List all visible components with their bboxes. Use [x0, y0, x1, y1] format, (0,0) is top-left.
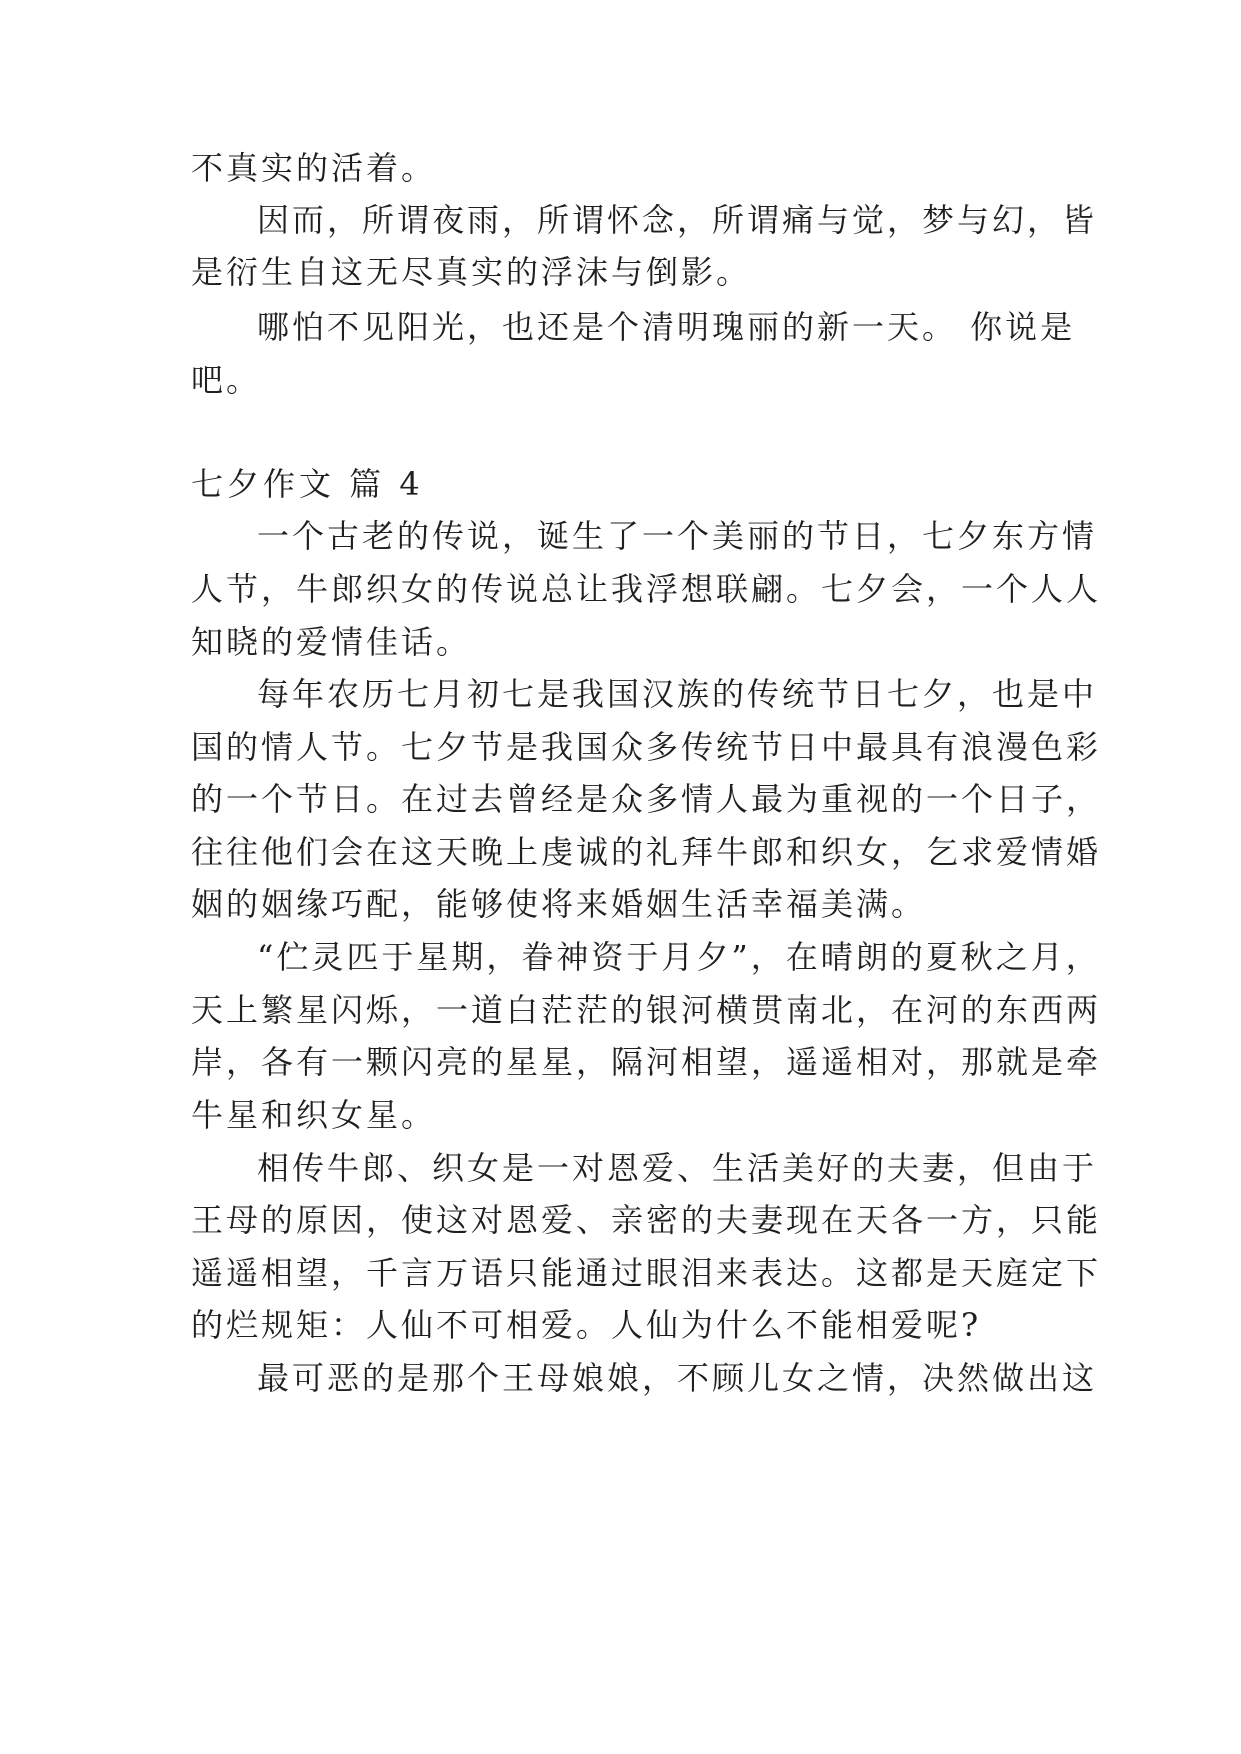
text-line: 每年农历七月初七是我国汉族的传统节日七夕，也是中 [257, 675, 1098, 713]
text-line: 人节，牛郎织女的传说总让我浮想联翩。七夕会，一个人人 [191, 570, 1102, 608]
text-line: 哪怕不见阳光，也还是个清明瑰丽的新一天。 你说是 [257, 308, 1076, 346]
text-line: 遥遥相望，千言万语只能通过眼泪来表达。这都是天庭定下 [191, 1254, 1102, 1292]
text-line: 因而，所谓夜雨，所谓怀念，所谓痛与觉，梦与幻，皆 [257, 201, 1098, 239]
text-line: 牛星和织女星。 [191, 1096, 437, 1134]
section-heading: 七夕作文 篇 4 [191, 465, 424, 503]
text-line: 王母的原因，使这对恩爱、亲密的夫妻现在天各一方，只能 [191, 1201, 1102, 1239]
text-line: 天上繁星闪烁，一道白茫茫的银河横贯南北，在河的东西两 [191, 991, 1102, 1029]
text-line: 岸，各有一颗闪亮的星星，隔河相望，遥遥相对，那就是牵 [191, 1043, 1102, 1081]
text-line: 吧。 [191, 361, 262, 399]
text-line: 不真实的活着。 [191, 149, 437, 187]
text-line: 知晓的爱情佳话。 [191, 623, 472, 661]
text-line: 相传牛郎、织女是一对恩爱、生活美好的夫妻，但由于 [257, 1149, 1098, 1187]
text-line: 是衍生自这无尽真实的浮沫与倒影。 [191, 253, 752, 291]
text-line: “伫灵匹于星期，眷神资于月夕”，在晴朗的夏秋之月， [257, 938, 1101, 976]
text-line: 的烂规矩：人仙不可相爱。人仙为什么不能相爱呢? [191, 1306, 982, 1344]
text-line: 最可恶的是那个王母娘娘，不顾儿女之情，决然做出这 [257, 1359, 1098, 1397]
text-line: 一个古老的传说，诞生了一个美丽的节日，七夕东方情 [257, 517, 1098, 555]
text-line: 的一个节日。在过去曾经是众多情人最为重视的一个日子， [191, 780, 1102, 818]
text-line: 姻的姻缘巧配，能够使将来婚姻生活幸福美满。 [191, 885, 927, 923]
text-line: 国的情人节。七夕节是我国众多传统节日中最具有浪漫色彩 [191, 728, 1102, 766]
text-line: 往往他们会在这天晚上虔诚的礼拜牛郎和织女，乞求爱情婚 [191, 833, 1102, 871]
